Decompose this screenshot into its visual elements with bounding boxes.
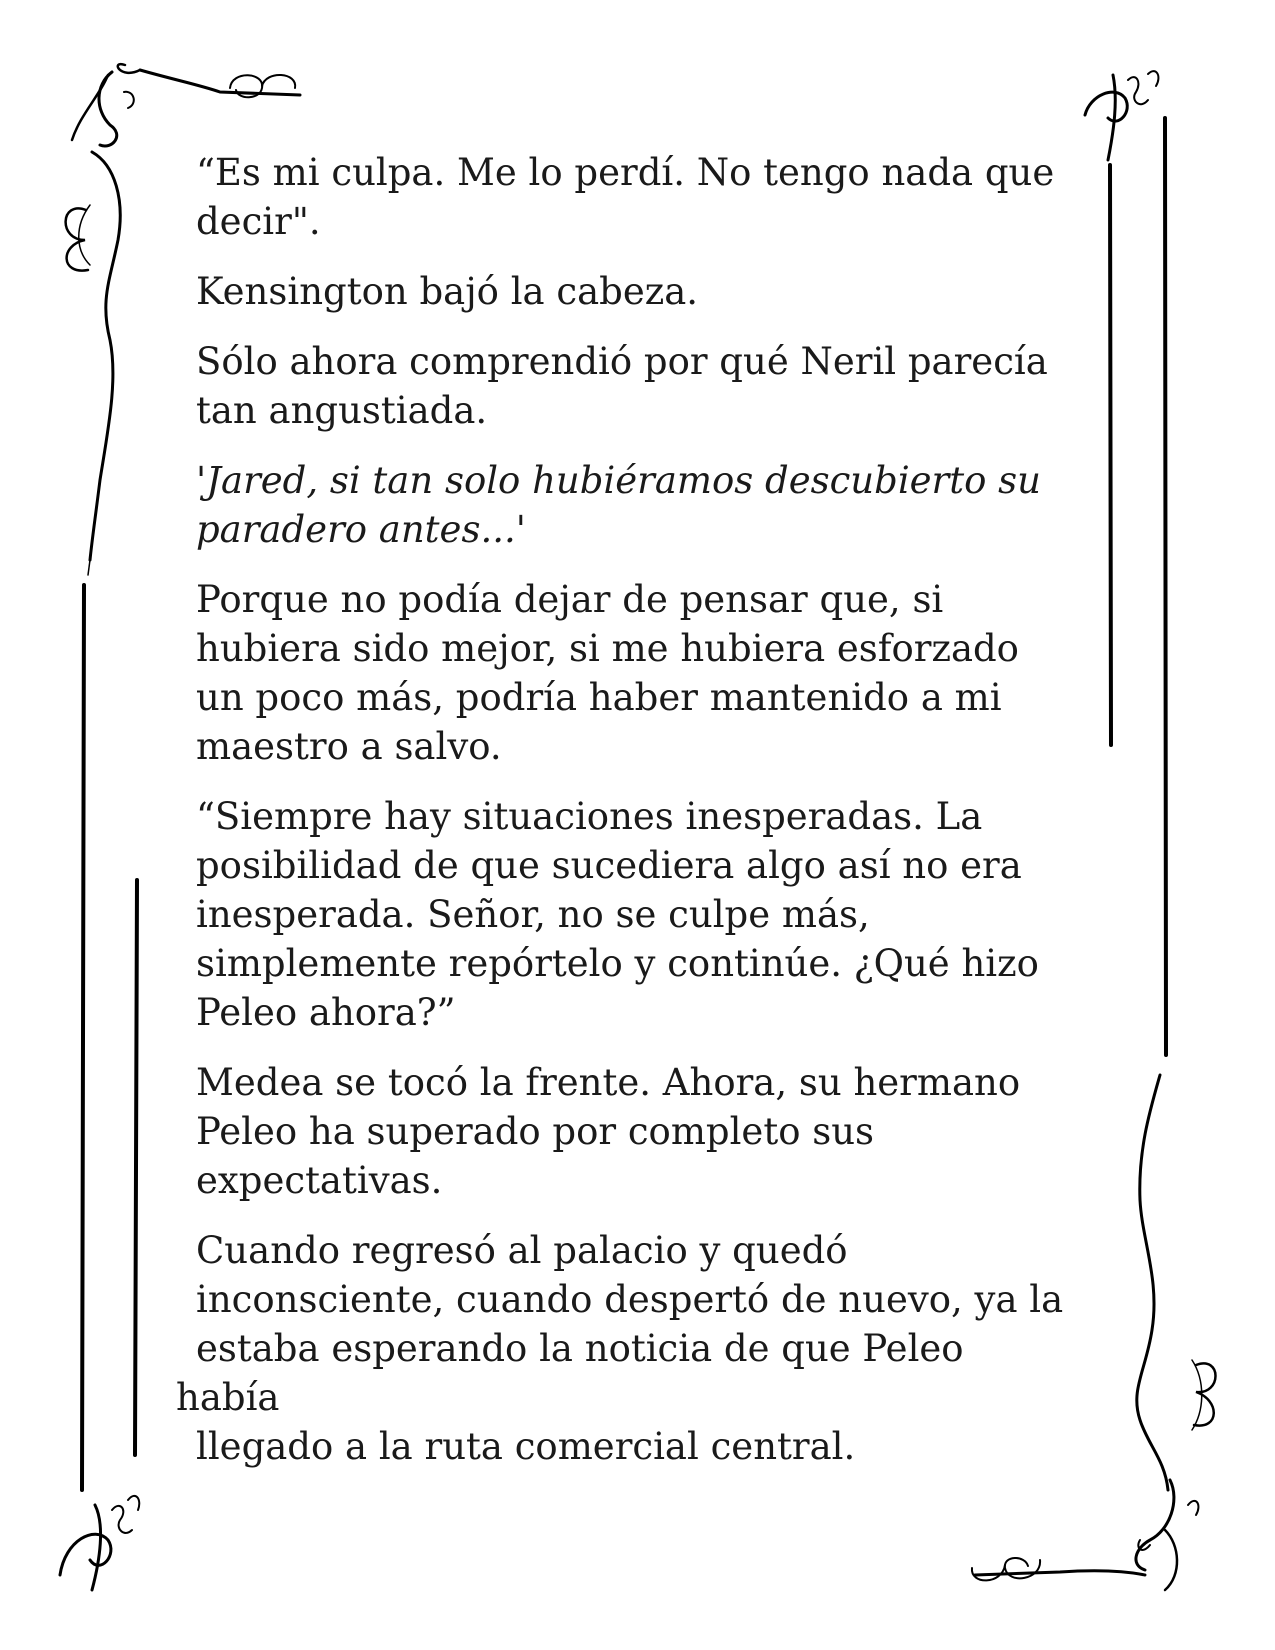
bottom-left-flourish-icon [60, 1496, 139, 1590]
top-right-flourish-icon [1085, 71, 1158, 160]
text-line: inesperada. Señor, no se culpe más, [196, 893, 870, 936]
text-line: Kensington bajó la cabeza. [196, 270, 699, 313]
paragraph [176, 337, 1076, 435]
text-line: Sólo ahora comprendió por qué Neril parecía [196, 340, 1048, 383]
left-outer-rule [82, 585, 84, 1490]
text-line: Porque no podía dejar de pensar que, si [196, 578, 944, 621]
paragraph [176, 792, 1076, 1037]
paragraph [176, 575, 1076, 771]
text-line: “Siempre hay situaciones inesperadas. La [196, 795, 983, 838]
text-line: hubiera sido mejor, si me hubiera esforzado [196, 627, 1019, 670]
text-line: decir". [196, 200, 321, 243]
body-text [176, 148, 1076, 1492]
text-line: posibilidad de que sucediera algo así no era [196, 844, 1022, 887]
text-line: inconsciente, cuando despertó de nuevo, ya la [196, 1278, 1064, 1321]
paragraph [176, 148, 1076, 246]
text-line: maestro a salvo. [196, 725, 502, 768]
text-line: Medea se tocó la frente. Ahora, su hermano [196, 1061, 1021, 1104]
text-line: Cuando regresó al palacio y quedó [196, 1229, 848, 1272]
text-line: Peleo ahora?” [196, 991, 456, 1034]
text-line: “Es mi culpa. Me lo perdí. No tengo nada que [196, 151, 1055, 194]
text-line: tan angustiada. [196, 389, 488, 432]
text-line: llegado a la ruta comercial central. [196, 1425, 856, 1468]
text-line: 'Jared, si tan solo hubiéramos descubierto su [196, 459, 1041, 502]
paragraph [176, 1058, 1076, 1205]
right-inner-rule [1110, 165, 1111, 745]
left-inner-rule [135, 880, 137, 1455]
text-line: expectativas. [196, 1159, 443, 1202]
paragraph [176, 1226, 1076, 1471]
text-line: un poco más, podría haber mantenido a mi [196, 676, 1002, 719]
text-line: simplemente repórtelo y continúe. ¿Qué hizo [196, 942, 1039, 985]
paragraph-italic-thought [176, 456, 1076, 554]
text-line: estaba esperando la noticia de que Peleo había [176, 1327, 964, 1419]
text-line: paradero antes...' [196, 508, 526, 551]
right-outer-rule [1165, 118, 1166, 1055]
text-line: Peleo ha superado por completo sus [196, 1110, 875, 1153]
paragraph [176, 267, 1076, 316]
